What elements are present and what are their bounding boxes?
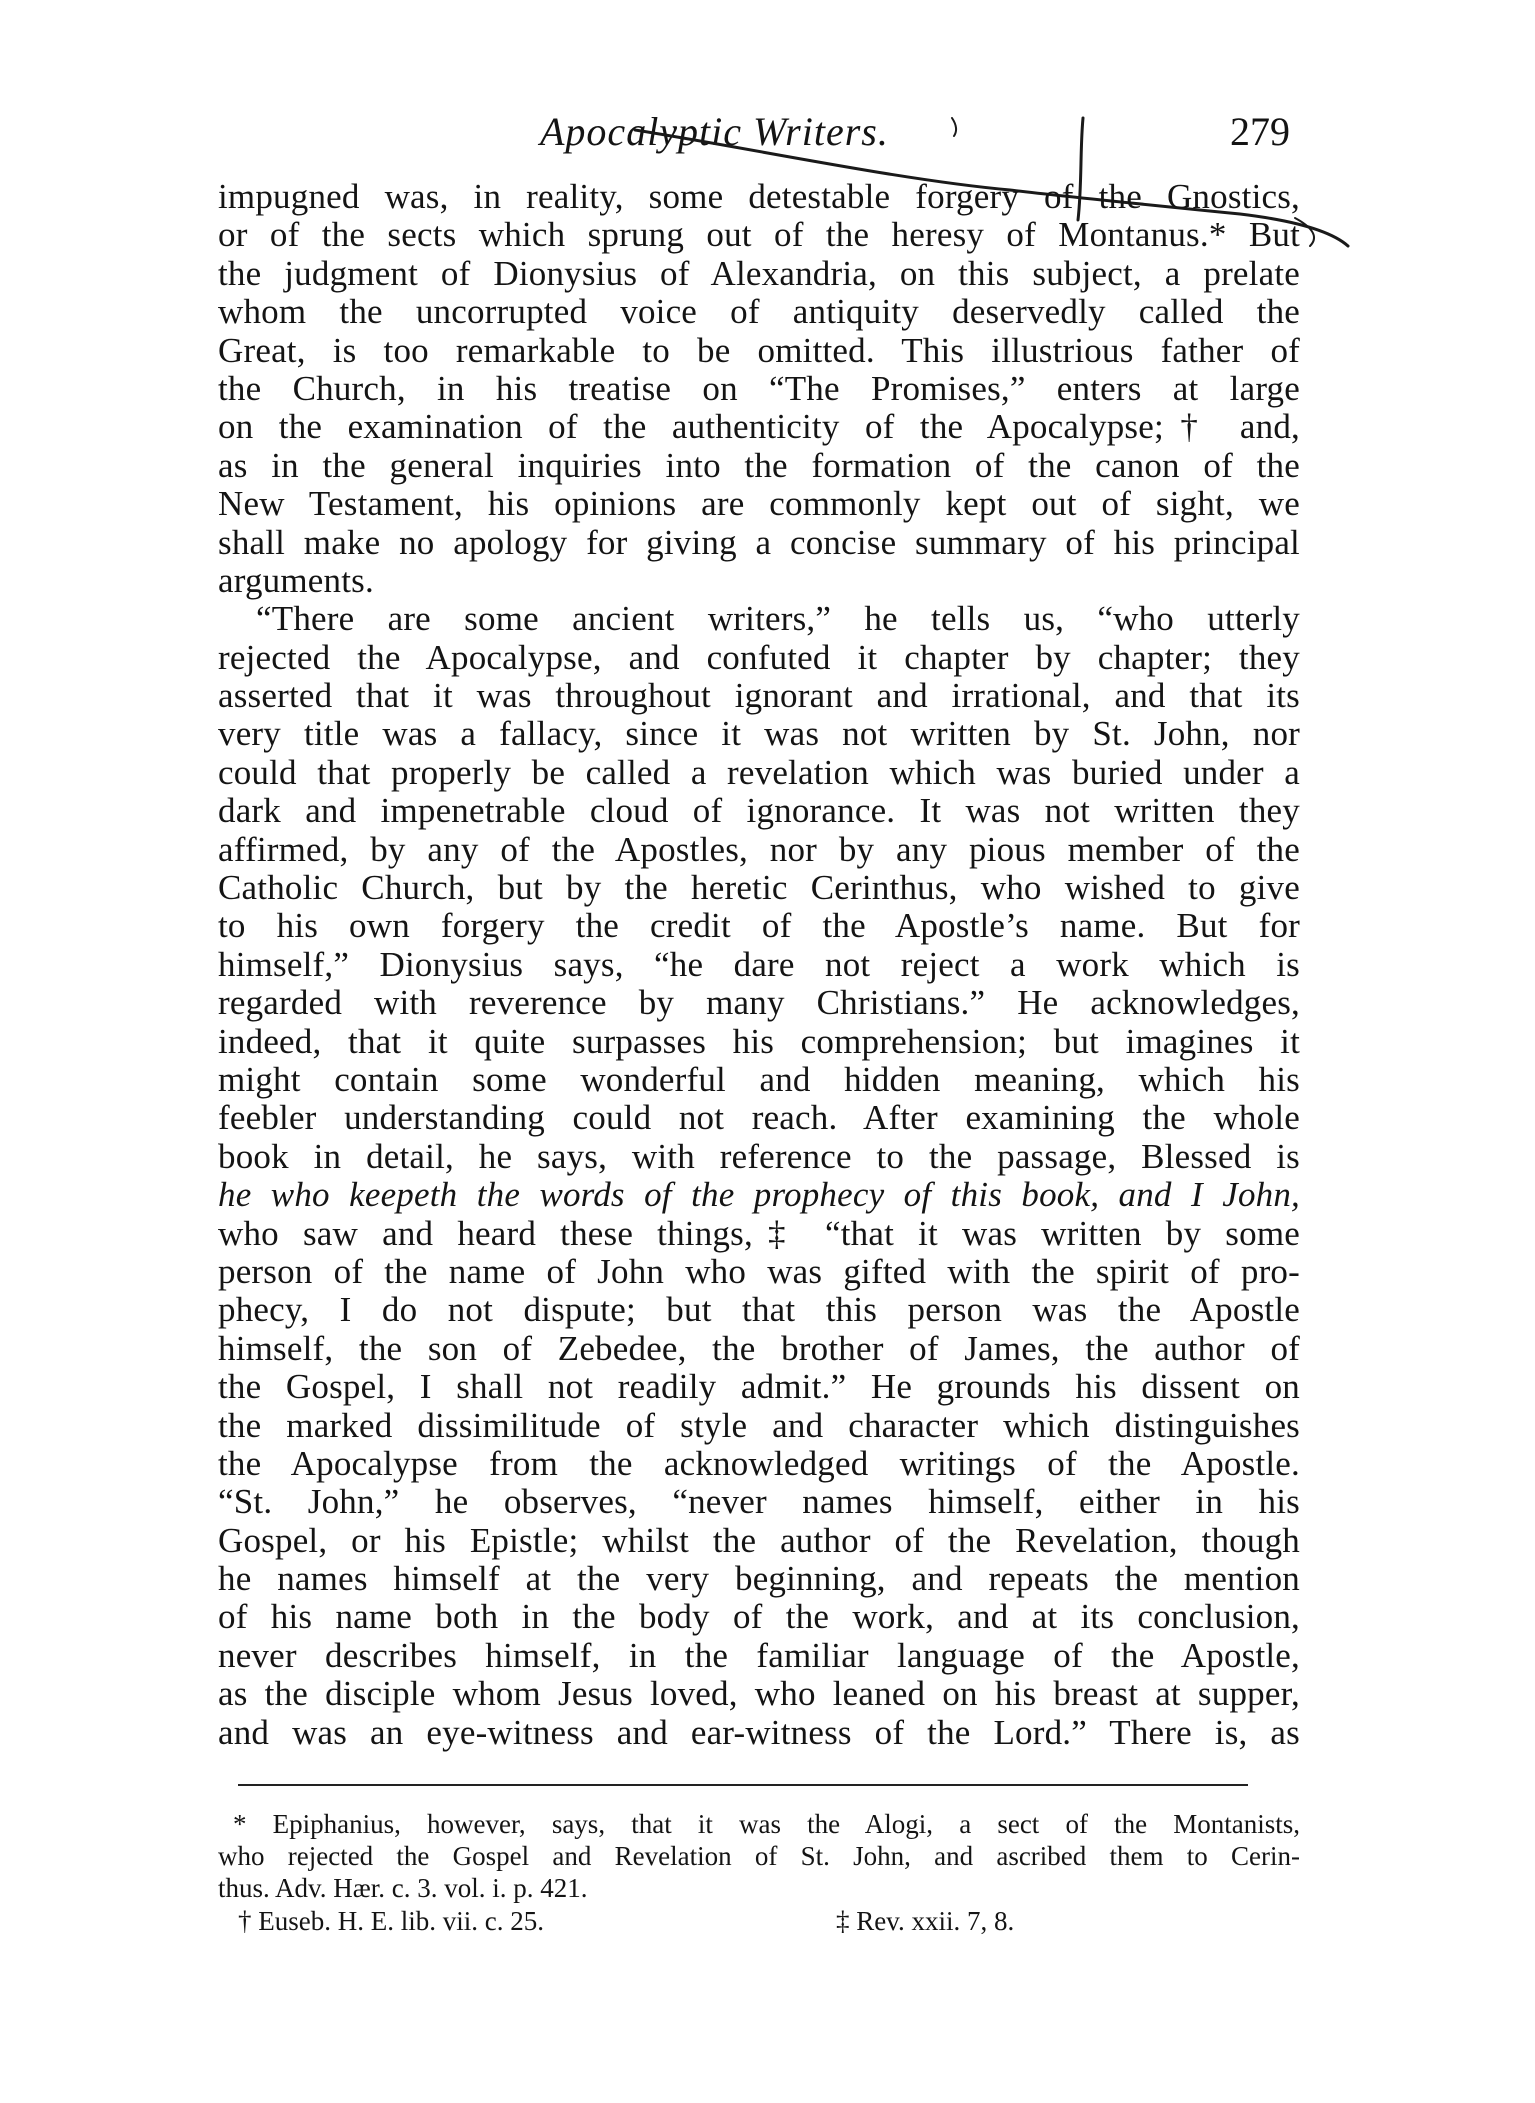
body-text — [218, 178, 1300, 1752]
footnote-row — [218, 1904, 1300, 1938]
text-line: Gospel, or his Epistle; whilst the author of the Revelation, though — [218, 1520, 1300, 1560]
running-title: Apocalyptic Writers. — [540, 109, 889, 154]
text-line: rejected the Apocalypse, and confuted it chapter by chapter; they — [218, 637, 1300, 677]
text-line: the Church, in his treatise on “The Promises,” enters at large — [218, 368, 1300, 408]
footnote-line: thus. Adv. Hær. c. 3. vol. i. p. 421. — [218, 1873, 588, 1903]
text-line: himself, the son of Zebedee, the brother of James, the author of — [218, 1328, 1300, 1368]
text-line: or of the sects which sprung out of the heresy of Montanus.* But — [218, 215, 1300, 255]
text-line: “St. John,” he observes, “never names himself, either in his — [218, 1482, 1300, 1522]
text-line: the Apocalypse from the acknowledged writings of the Apostle. — [218, 1443, 1300, 1483]
text-line: could that properly be called a revelation which was buried under a — [218, 752, 1300, 792]
text-line: shall make no apology for giving a concise summary of his principal — [218, 522, 1300, 562]
footnote-dagger: † Euseb. H. E. lib. vii. c. 25. — [238, 1906, 544, 1936]
text-line: himself,” Dionysius says, “he dare not reject a work which is — [218, 944, 1300, 984]
text-line: dark and impenetrable cloud of ignorance. It was not written they — [218, 791, 1300, 831]
text-line: “There are some ancient writers,” he tells us, “who utterly — [256, 599, 1300, 639]
footnote-rule — [238, 1784, 1248, 1786]
text-line: Catholic Church, but by the heretic Cerinthus, who wished to give — [218, 868, 1300, 908]
footnotes — [218, 1808, 1300, 1938]
text-line: arguments. — [218, 560, 374, 600]
text-line: phecy, I do not dispute; but that this person was the Apostle — [218, 1290, 1300, 1330]
text-line: indeed, that it quite surpasses his comprehension; but imagines it — [218, 1021, 1300, 1061]
text-line: who saw and heard these things,‡ “that it was written by some — [218, 1213, 1300, 1253]
text-line: the marked dissimilitude of style and character which distinguishes — [218, 1405, 1300, 1445]
text-line: very title was a fallacy, since it was not written by St. John, nor — [218, 714, 1300, 754]
text-line: on the examination of the authenticity of the Apocalypse;† and, — [218, 407, 1300, 447]
text-line: Great, is too remarkable to be omitted. This illustrious father of — [218, 330, 1300, 370]
text-line: he names himself at the very beginning, and repeats the mention — [218, 1559, 1300, 1599]
text-line: affirmed, by any of the Apostles, nor by any pious member of the — [218, 829, 1300, 869]
text-line-italic: he who keepeth the words of the prophecy of this book, and I John, — [218, 1175, 1300, 1215]
footnote-line: * Epiphanius, however, says, that it was the Alogi, a sect of the Montanists, — [233, 1809, 1300, 1839]
text-line: asserted that it was throughout ignorant and irrational, and that its — [218, 676, 1300, 716]
text-line: as the disciple whom Jesus loved, who leaned on his breast at supper, — [218, 1674, 1300, 1714]
footnote-double-dagger: ‡ Rev. xxii. 7, 8. — [836, 1906, 1015, 1936]
text-line: as in the general inquiries into the formation of the canon of the — [218, 445, 1300, 485]
text-line: New Testament, his opinions are commonly kept out of sight, we — [218, 484, 1300, 524]
text-line: the judgment of Dionysius of Alexandria, on this subject, a prelate — [218, 253, 1300, 293]
text-line: regarded with reverence by many Christians.” He acknowledges, — [218, 983, 1300, 1023]
footnote-line: who rejected the Gospel and Revelation of St. John, and ascribed them to Cerin- — [218, 1841, 1300, 1871]
running-head — [210, 108, 1300, 168]
text-line: to his own forgery the credit of the Apostle’s name. But for — [218, 906, 1300, 946]
text-line: feebler understanding could not reach. After examining the whole — [218, 1098, 1300, 1138]
text-line: might contain some wonderful and hidden meaning, which his — [218, 1059, 1300, 1099]
text-line: whom the uncorrupted voice of antiquity deservedly called the — [218, 292, 1300, 332]
text-line: person of the name of John who was gifted with the spirit of pro- — [218, 1251, 1300, 1291]
text-line: never describes himself, in the familiar language of the Apostle, — [218, 1635, 1300, 1675]
text-line: and was an eye-witness and ear-witness of the Lord.” There is, as — [218, 1712, 1300, 1752]
text-line: the Gospel, I shall not readily admit.” He grounds his dissent on — [218, 1367, 1300, 1407]
text-line: impugned was, in reality, some detestable forgery of the Gnostics, — [218, 177, 1300, 216]
page-number: 279 — [1230, 109, 1290, 154]
text-line: book in detail, he says, with reference to the passage, Blessed is — [218, 1136, 1300, 1176]
text-line: of his name both in the body of the work, and at its conclusion, — [218, 1597, 1300, 1637]
